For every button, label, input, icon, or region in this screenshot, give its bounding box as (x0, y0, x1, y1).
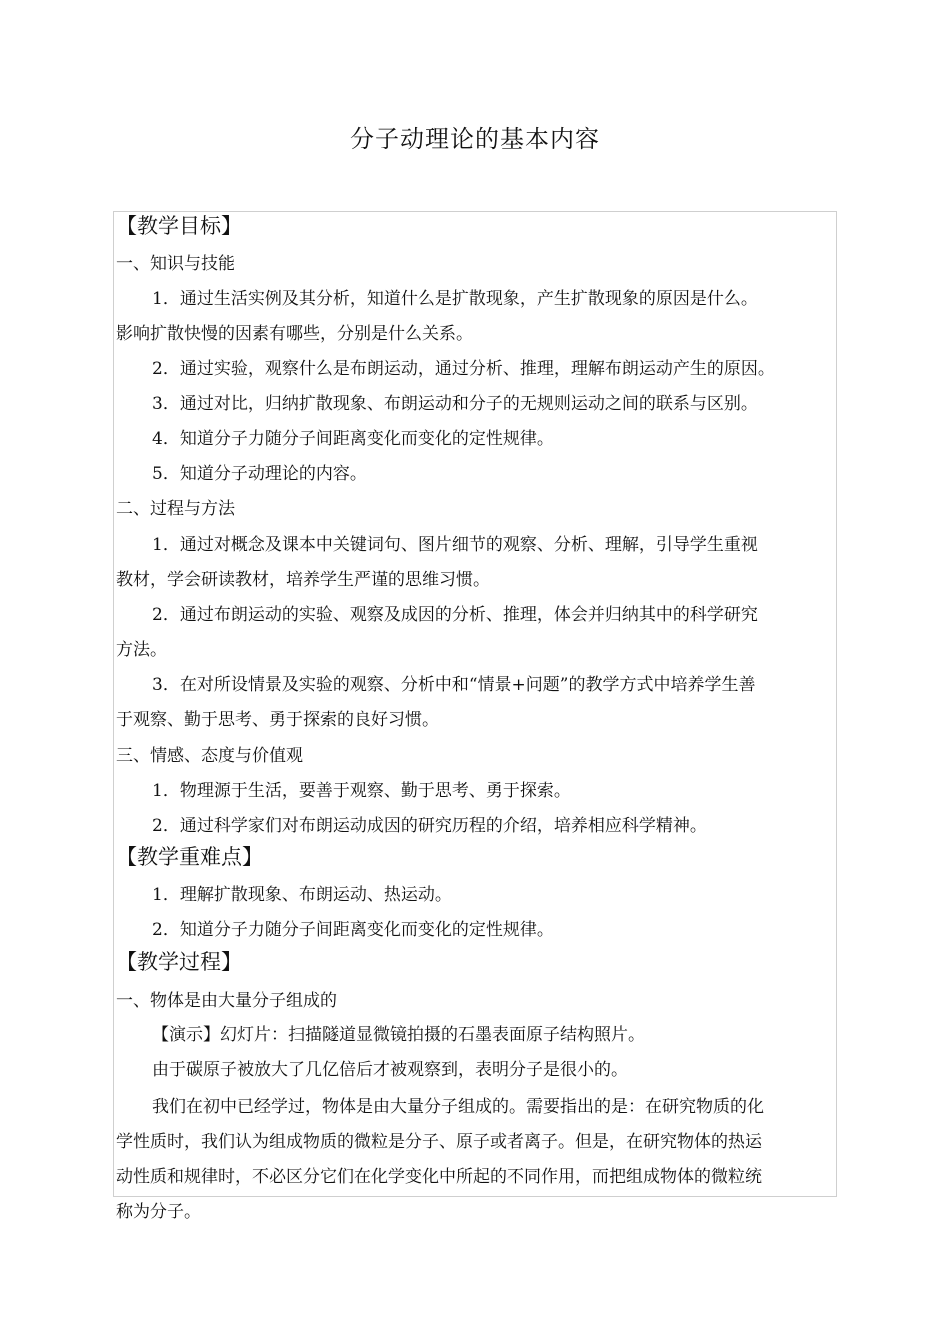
objectives-heading: 【教学目标】 (116, 214, 242, 238)
knowledge-item-4: 4．知道分子力随分子间距离变化而变化的定性规律。 (152, 429, 554, 449)
knowledge-item-5: 5．知道分子动理论的内容。 (152, 464, 367, 484)
emotion-item-2: 2．通过科学家们对布朗运动成因的研究历程的介绍，培养相应科学精神。 (152, 816, 707, 836)
keypoint-item-1: 1．理解扩散现象、布朗运动、热运动。 (152, 885, 452, 905)
process-item-3-line-2: 于观察、勤于思考、勇于探索的良好习惯。 (116, 710, 439, 730)
process-item-3-line-1: 3．在对所设情景及实验的观察、分析中和“情景+问题”的教学方式中培养学生善 (152, 675, 756, 695)
process-item-2-line-1: 2．通过布朗运动的实验、观察及成因的分析、推理，体会并归纳其中的科学研究 (152, 605, 758, 625)
emotion-item-1: 1．物理源于生活，要善于观察、勤于思考、勇于探索。 (152, 781, 571, 801)
document-body (113, 211, 837, 1222)
page-title: 分子动理论的基本内容 (350, 125, 600, 153)
knowledge-item-1-line-1: 1．通过生活实例及其分析，知道什么是扩散现象，产生扩散现象的原因是什么。 (152, 289, 758, 309)
emotion-heading: 三、情感、态度与价值观 (116, 746, 303, 766)
knowledge-item-1-line-2: 影响扩散快慢的因素有哪些，分别是什么关系。 (116, 324, 473, 344)
keypoint-item-2: 2．知道分子力随分子间距离变化而变化的定性规律。 (152, 920, 554, 940)
process-item-2-line-2: 方法。 (116, 640, 167, 660)
process-item-1-line-2: 教材，学会研读教材，培养学生严谨的思维习惯。 (116, 570, 490, 590)
keypoints-heading: 【教学重难点】 (116, 845, 263, 869)
carbon-line: 由于碳原子被放大了几亿倍后才被观察到，表明分子是很小的。 (152, 1060, 628, 1080)
knowledge-item-3: 3．通过对比，归纳扩散现象、布朗运动和分子的无规则运动之间的联系与区别。 (152, 394, 758, 414)
paragraph-line-1: 我们在初中已经学过，物体是由大量分子组成的。需要指出的是：在研究物质的化 (152, 1097, 764, 1117)
process-item-1-line-1: 1．通过对概念及课本中关键词句、图片细节的观察、分析、理解，引导学生重视 (152, 535, 758, 555)
paragraph-line-4: 称为分子。 (116, 1202, 201, 1222)
process-heading: 二、过程与方法 (116, 499, 235, 519)
knowledge-item-2: 2．通过实验，观察什么是布朗运动，通过分析、推理，理解布朗运动产生的原因。 (152, 359, 775, 379)
paragraph-line-3: 动性质和规律时，不必区分它们在化学变化中所起的不同作用，而把组成物体的微粒统 (116, 1167, 762, 1187)
demo-line: 【演示】幻灯片：扫描隧道显微镜拍摄的石墨表面原子结构照片。 (152, 1025, 645, 1045)
paragraph-line-2: 学性质时，我们认为组成物质的微粒是分子、原子或者离子。但是，在研究物体的热运 (116, 1132, 762, 1152)
section-1-heading: 一、物体是由大量分子组成的 (116, 991, 337, 1011)
knowledge-heading: 一、知识与技能 (116, 254, 235, 274)
teaching-heading: 【教学过程】 (116, 950, 242, 974)
